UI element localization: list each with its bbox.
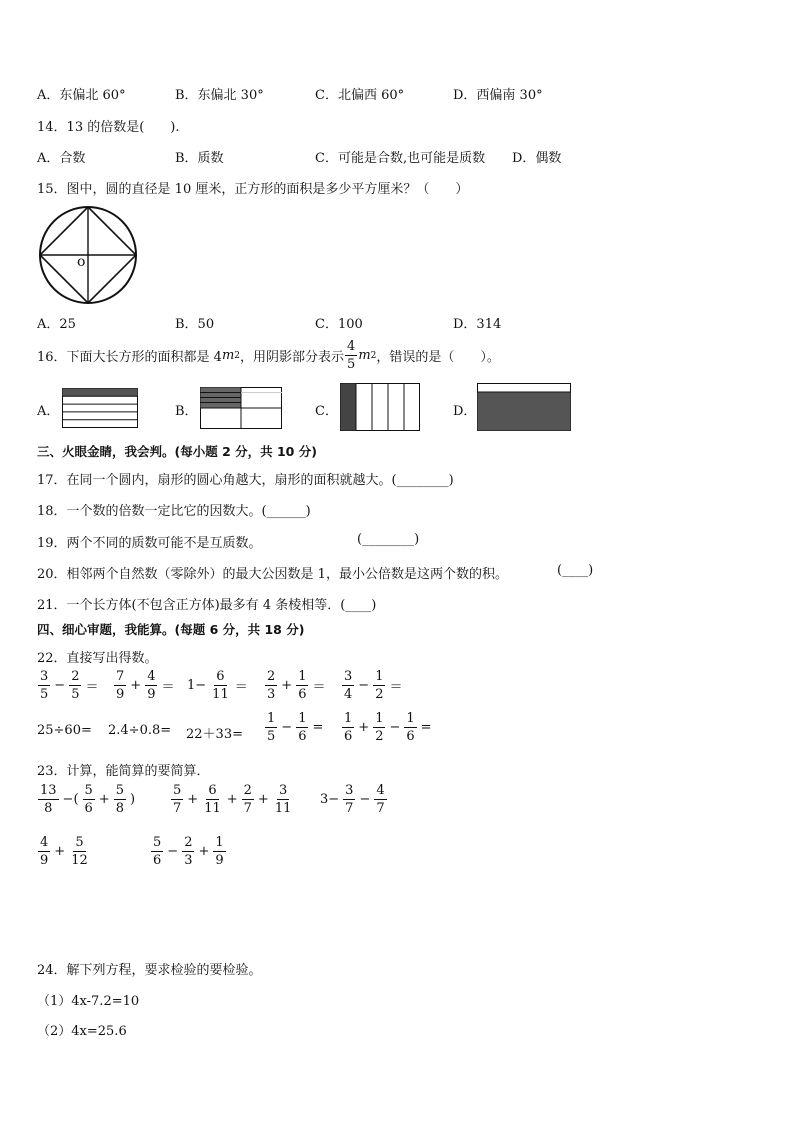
frac-den: 9 [215,853,224,868]
frac-den: 8 [44,801,53,816]
frac-num: 4 [147,669,156,684]
frac-den: 7 [376,801,385,816]
q16-exp: 2 [234,350,241,361]
frac-num: 1 [298,669,307,684]
q16-figure-c [340,383,420,431]
frac-den: 3 [267,687,276,702]
q13-option-a: A．东偏北 60° [37,88,126,103]
operator: + [198,844,210,859]
frac-den: 6 [298,729,307,744]
frac-num: 2 [184,835,193,850]
frac-num: 4 [376,783,385,798]
equals: ＝ [85,680,99,695]
frac-den: 9 [40,853,49,868]
frac-den: 6 [344,729,353,744]
q16-label-d: D． [453,404,477,419]
q22-expr-2 [113,670,175,701]
section-4-heading: 四、细心审题，我能算。(每题 6 分，共 18 分) [37,622,305,637]
q16-exp-2: 2 [370,350,377,361]
operator: + [130,678,142,693]
frac-num: 5 [115,783,124,798]
frac-num: 6 [208,783,217,798]
frac-num: 6 [216,669,225,684]
q14-stem: 14．13 的倍数是( ). [37,120,180,135]
equals: ＝ [312,680,326,695]
equals: = [420,720,432,735]
frac-num: 1 [215,835,224,850]
q14-option-b: B．质数 [175,151,224,166]
q16-fraction: $\frac{4}{5}$ [347,339,356,372]
circle-center-label: o [77,254,86,270]
frac-num: 1 [267,711,276,726]
q22-expr-1 [37,670,99,701]
q13-option-d: D．西偏南 30° [453,88,543,103]
frac-num: 1 [375,711,384,726]
frac-num: 2 [267,669,276,684]
q15-option-d: D．314 [453,317,502,332]
q20-text: 20．相邻两个自然数（零除外）的最大公因数是 1，最小公倍数是这两个数的积。 [37,567,508,582]
q16-label-a: A． [37,404,60,419]
operator: −( [62,792,79,807]
frac-num: 13 [40,783,57,798]
q15-option-a: A．25 [37,317,76,332]
frac-den: 7 [173,801,182,816]
frac-den: 11 [274,801,292,816]
operator: − [389,720,401,735]
q14-option-c: C．可能是合数,也可能是质数 [315,151,486,166]
frac-den: 9 [147,687,156,702]
frac-num: 2 [71,669,80,684]
frac-den: 4 [344,687,353,702]
frac-num: 2 [243,783,252,798]
section-3-heading: 三、火眼金睛，我会判。(每小题 2 分，共 10 分) [37,444,317,459]
operator: + [358,720,370,735]
frac-den: 5 [71,687,80,702]
operator: − [167,844,179,859]
q19-blank: (________) [357,532,420,547]
operator: − [359,792,371,807]
operator: + [281,678,293,693]
frac-den: 12 [71,853,88,868]
q15-option-b: B．50 [175,317,215,332]
frac-num: 1 [406,711,415,726]
frac-num: 3 [344,669,353,684]
q21: 21．一个长方体(不包含正方体)最多有 4 条棱相等．(____) [37,598,377,613]
equals: ＝ [389,680,403,695]
q22-expr-5 [341,670,403,701]
frac-num: 5 [173,783,182,798]
frac-den: 9 [116,687,125,702]
q22-stem: 22．直接写出得数。 [37,651,158,666]
q13-option-b: B．东偏北 30° [175,88,264,103]
frac-den: 2 [375,687,384,702]
close-paren: ) [129,792,136,807]
frac-den: 8 [115,801,124,816]
operator: + [187,792,199,807]
frac-den: 5 [267,729,276,744]
q22-expr-4 [264,670,326,701]
q22-expr-9 [264,712,324,743]
q22-expr-6: 25÷60= [37,723,92,738]
operator: + [54,844,66,859]
frac-num: 5 [84,783,93,798]
q23-expr-3 [319,784,388,815]
frac-den: 11 [212,687,229,702]
q22-expr-7: 2.4÷0.8= [108,723,172,738]
frac-num: 5 [153,835,162,850]
frac-num: 1 [375,669,384,684]
frac-num: 4 [40,835,49,850]
circle-square-figure [37,204,139,306]
q15-stem: 15．图中，圆的直径是 10 厘米，正方形的面积是多少平方厘米？（ ） [37,182,469,197]
q22-expr-8: 22＋33= [186,727,243,742]
frac-num: 1 [298,711,307,726]
frac-den: 3 [184,853,193,868]
q16-unit-m-2: m [358,348,371,363]
operator: − [358,678,370,693]
q16-label-b: B． [175,404,198,419]
q20-blank: (____) [557,563,594,578]
lead-term: 1− [187,678,207,693]
frac-den: 6 [84,801,93,816]
frac-den: 7 [243,801,252,816]
q14-option-d: D．偶数 [512,151,562,166]
frac-den: 7 [345,801,354,816]
q16-figure-a [62,388,138,428]
operator: − [281,720,293,735]
frac-num: 5 [75,835,84,850]
frac-num: 7 [116,669,125,684]
q14-option-a: A．合数 [37,151,86,166]
frac-den: 6 [298,687,307,702]
q19-text: 19．两个不同的质数可能不是互质数。 [37,536,262,551]
q16-label-c: C． [315,404,338,419]
q13-option-c: C．北偏西 60° [315,88,405,103]
operator: + [226,792,238,807]
q16-unit-m: m [221,348,235,363]
equals: ＝ [161,680,175,695]
q16-figure-d [477,383,571,431]
q22-expr-10 [341,712,433,743]
q23-stem: 23．计算，能简算的要简算． [37,764,210,779]
operator: + [98,792,110,807]
q15-option-c: C．100 [315,317,363,332]
q18: 18．一个数的倍数一定比它的因数大。(______) [37,504,311,519]
q24-stem: 24．解下列方程，要求检验的要检验。 [37,963,262,978]
frac-den: 6 [406,729,415,744]
q23-expr-2 [170,784,294,815]
q16-stem-part-a: 16．下面大长方形的面积都是 4 [37,350,222,365]
q24-part-2: （2）4x=25.6 [37,1024,127,1039]
operator: + [257,792,269,807]
frac-num: 1 [344,711,353,726]
frac-num: 3 [345,783,354,798]
frac-den: 11 [204,801,221,816]
lead-term: 3− [320,792,340,807]
frac-den: 2 [375,729,384,744]
equals: = [312,720,324,735]
frac-den: 6 [153,853,162,868]
q16-stem-part-c: ，错误的是（ ）。 [376,350,500,365]
frac-num: 3 [40,669,49,684]
frac-den: 5 [40,687,49,702]
q24-part-1: （1）4x-7.2=10 [37,994,140,1009]
frac-num: 3 [278,783,288,798]
q23-expr-4 [37,836,91,867]
operator: − [54,678,66,693]
q16-stem [37,340,500,371]
q16-stem-part-b: ，用阴影部分表示 [240,350,345,365]
q16-figure-b [200,387,282,429]
q23-expr-5 [150,836,227,867]
q23-expr-1 [37,784,136,815]
equals: ＝ [234,680,248,695]
q22-expr-3 [186,670,249,701]
q17: 17．在同一个圆内，扇形的圆心角越大，扇形的面积就越大。(________) [37,473,454,488]
